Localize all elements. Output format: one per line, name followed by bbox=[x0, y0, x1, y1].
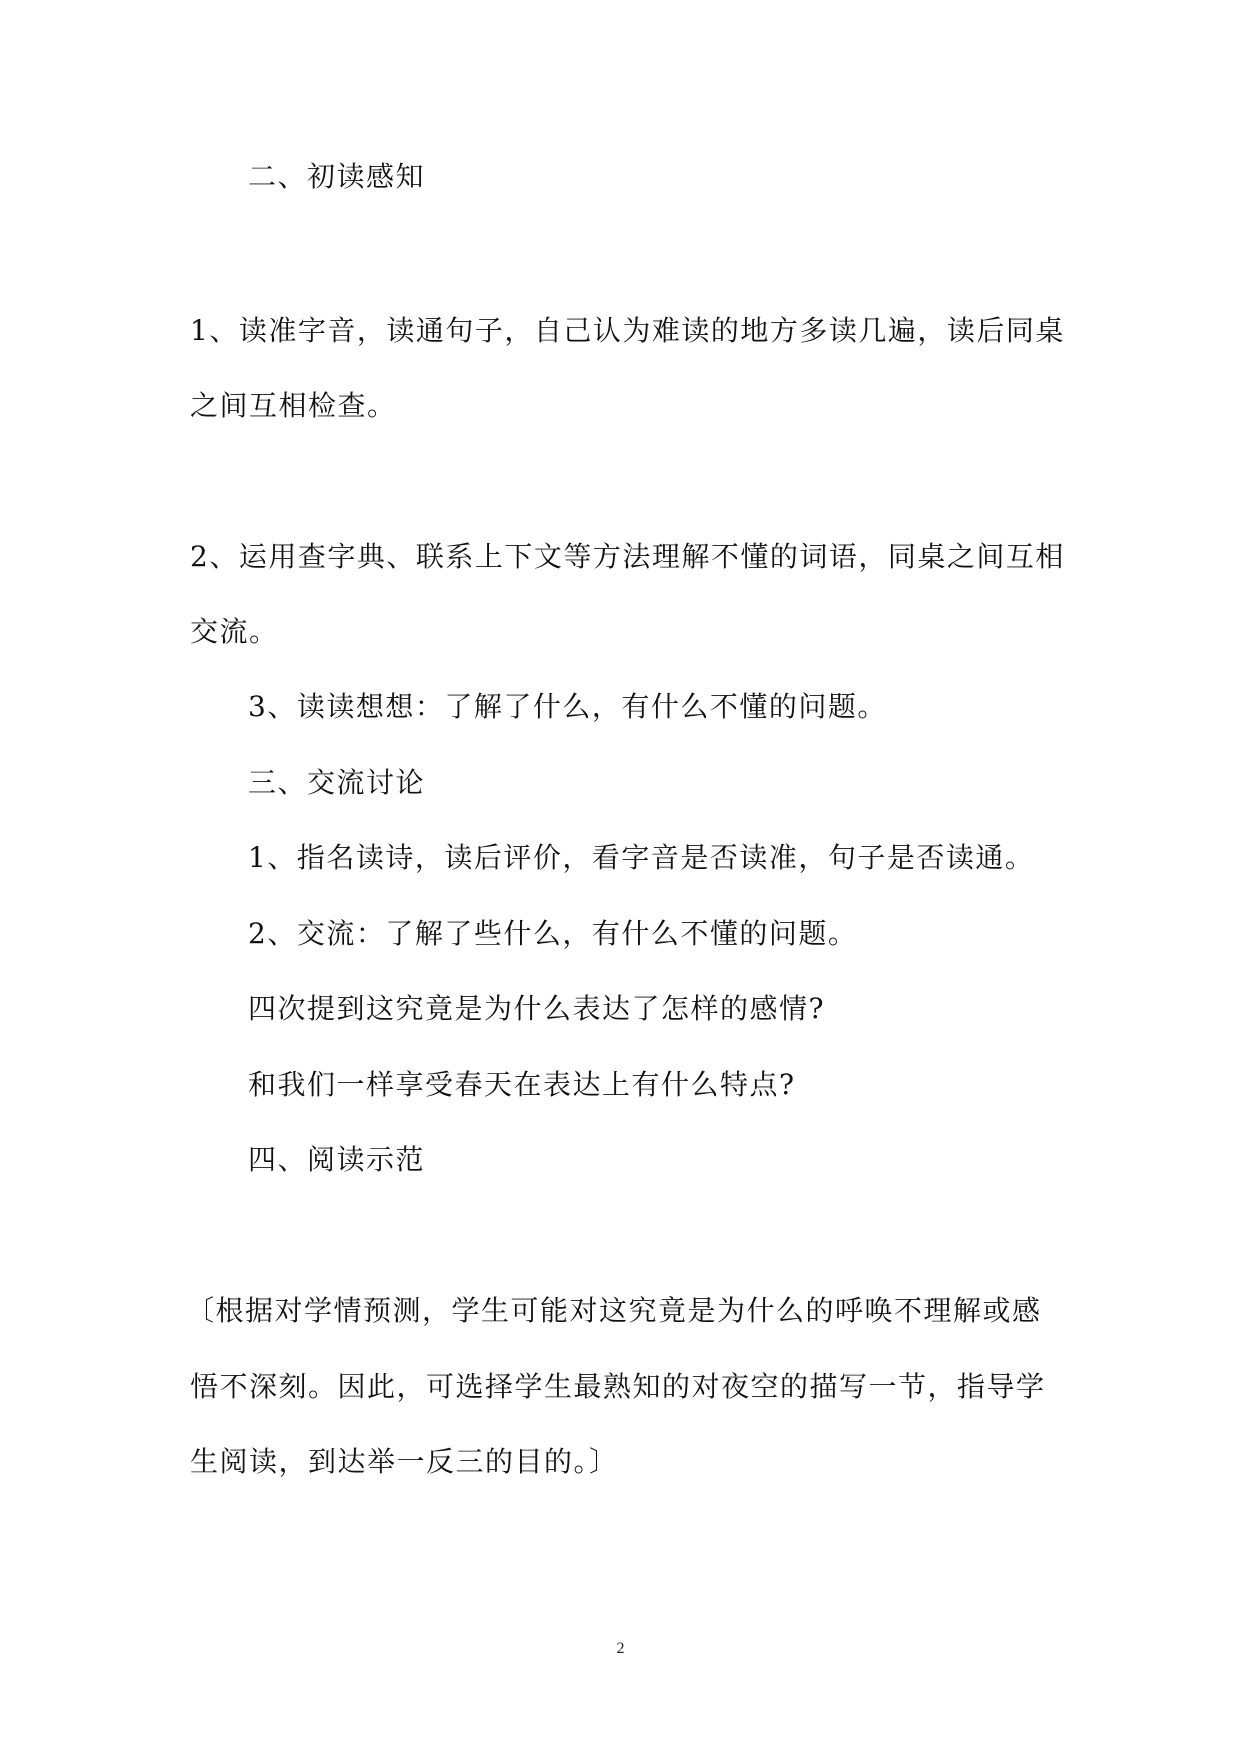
paragraph-line: 〔根据对学情预测，学生可能对这究竟是为什么的呼唤不理解或感 bbox=[186, 1294, 1042, 1327]
paragraph-line: 1、指名读诗，读后评价，看字音是否读准，句子是否读通。 bbox=[248, 841, 1035, 874]
paragraph-line: 之间互相检查。 bbox=[190, 389, 397, 422]
paragraph-line: 四次提到这究竟是为什么表达了怎样的感情? bbox=[248, 992, 826, 1025]
section-heading: 二、初读感知 bbox=[248, 160, 426, 193]
paragraph-line: 悟不深刻。因此，可选择学生最熟知的对夜空的描写一节，指导学 bbox=[190, 1370, 1046, 1403]
paragraph-line: 2、运用查字典、联系上下文等方法理解不懂的词语，同桌之间互相 bbox=[190, 540, 1065, 573]
paragraph-line: 2、交流：了解了些什么，有什么不懂的问题。 bbox=[248, 917, 858, 950]
paragraph-line: 生阅读，到达举一反三的目的。〕 bbox=[190, 1445, 619, 1478]
paragraph-line: 3、读读想想：了解了什么，有什么不懂的问题。 bbox=[248, 690, 887, 723]
page-number: 2 bbox=[616, 1640, 625, 1657]
paragraph-line: 和我们一样享受春天在表达上有什么特点? bbox=[248, 1068, 796, 1101]
paragraph-line: 1、读准字音，读通句子，自己认为难读的地方多读几遍，读后同桌 bbox=[190, 314, 1065, 347]
section-heading: 三、交流讨论 bbox=[248, 766, 426, 799]
section-heading: 四、阅读示范 bbox=[248, 1143, 426, 1176]
paragraph-line: 交流。 bbox=[190, 615, 279, 648]
